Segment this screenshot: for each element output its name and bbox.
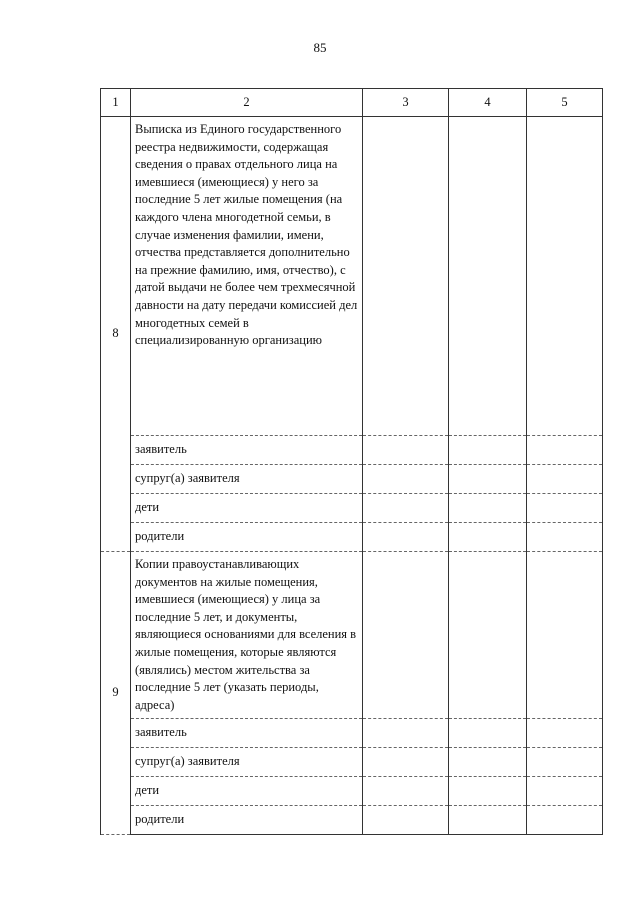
documents-table: [100, 88, 603, 835]
table-row: [101, 494, 603, 523]
column-header-2: 2: [131, 89, 363, 117]
table-cell: [527, 719, 603, 748]
table-row: [101, 719, 603, 748]
table-cell: [449, 806, 527, 835]
sub-row-label: заявитель: [131, 436, 363, 465]
column-header-3: 3: [363, 89, 449, 117]
table-cell: [363, 748, 449, 777]
sub-row-label: дети: [131, 777, 363, 806]
table-row: [101, 523, 603, 552]
sub-row-label: дети: [131, 494, 363, 523]
table-cell: [527, 523, 603, 552]
table-row: [101, 552, 603, 719]
table-cell: [527, 494, 603, 523]
table-cell: [527, 436, 603, 465]
table-cell: [527, 117, 603, 436]
table-row: [101, 436, 603, 465]
table-cell: [449, 748, 527, 777]
table-row: [101, 117, 603, 436]
column-header-4: 4: [449, 89, 527, 117]
table-row: [101, 748, 603, 777]
sub-row-label: родители: [131, 806, 363, 835]
table-cell: [449, 719, 527, 748]
table-cell: [449, 117, 527, 436]
sub-row-label: заявитель: [131, 719, 363, 748]
column-header-1: 1: [101, 89, 131, 117]
table-cell: [527, 552, 603, 719]
table-cell: [363, 777, 449, 806]
table-cell: [449, 777, 527, 806]
table-row: [101, 465, 603, 494]
table-cell: [363, 494, 449, 523]
table-cell: [363, 523, 449, 552]
table-cell: [449, 436, 527, 465]
table-row: [101, 806, 603, 835]
sub-row-label: супруг(а) заявителя: [131, 748, 363, 777]
table-row: [101, 777, 603, 806]
table-cell: [449, 523, 527, 552]
table-cell: [363, 465, 449, 494]
table-cell: [363, 552, 449, 719]
sub-row-label: родители: [131, 523, 363, 552]
table-cell: [449, 552, 527, 719]
table-cell: [449, 494, 527, 523]
table-cell: [363, 117, 449, 436]
table-cell: [527, 777, 603, 806]
row-number: 8: [101, 117, 131, 552]
table-cell: [527, 748, 603, 777]
page-number: 85: [313, 40, 327, 55]
table-cell: [363, 719, 449, 748]
table-cell: [527, 806, 603, 835]
table-cell: [363, 436, 449, 465]
column-header-5: 5: [527, 89, 603, 117]
row-description: Выписка из Единого государственного реестра недвижимости, содержащая сведения о правах отдельного лица на имевшиеся (имеющиеся) у него за последние 5 лет жилые помещения (на каждого члена многодетной семьи, в случае изменения фамилии, имени, отчества представляется дополнительно на прежние фамилию, имя, отчество), с датой выдачи не более чем трехмесячной давности на дату передачи комиссией дел многодетных семей в специализированную организацию: [131, 117, 363, 436]
row-description: Копии правоустанавливающих документов на жилые помещения, имевшиеся (имеющиеся) у лица за последние 5 лет, и документы, являющиеся основаниями для вселения в жилые помещения, которые являются (являлись) местом жительства за последние 5 лет (указать периоды, адреса): [131, 552, 363, 719]
table-cell: [527, 465, 603, 494]
sub-row-label: супруг(а) заявителя: [131, 465, 363, 494]
table-cell: [363, 806, 449, 835]
table-header-row: [101, 89, 603, 117]
table-cell: [449, 465, 527, 494]
row-number: 9: [101, 552, 131, 835]
